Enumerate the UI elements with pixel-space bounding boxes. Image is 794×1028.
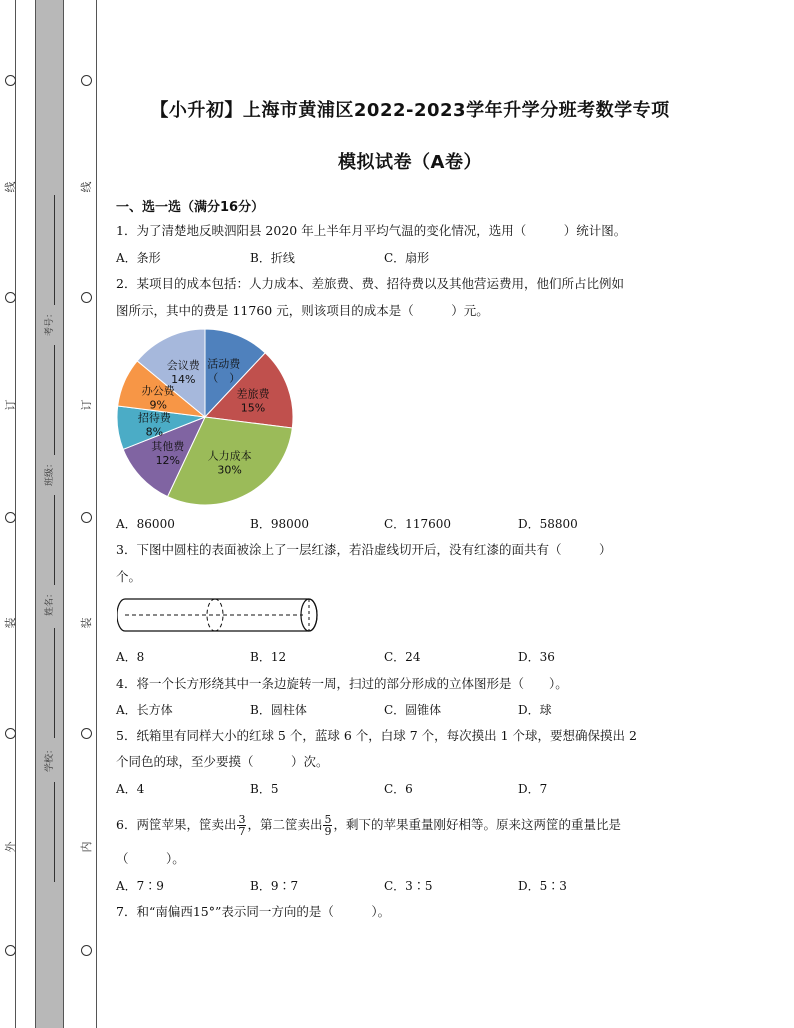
question-6-line2: （ ）。	[116, 851, 185, 866]
binding-hole	[5, 728, 16, 739]
question-5-line2: 个同色的球，至少要摸（ ）次。	[116, 754, 329, 769]
binding-mark-inner: 内	[80, 841, 93, 853]
binding-hole	[5, 75, 16, 86]
binding-mark-outer: 装	[4, 617, 17, 629]
option-c[interactable]: C．圆锥体	[384, 703, 442, 717]
option-b[interactable]: B．圆柱体	[250, 703, 307, 717]
pie-label: 办公费	[141, 384, 175, 398]
question-3-options	[116, 648, 676, 666]
pie-label: 其他费	[151, 439, 185, 453]
pie-label: 会议费	[166, 358, 200, 372]
question-6-part3: ，剩下的苹果重量刚好相等。原来这两筐的重量比是	[333, 817, 621, 832]
option-a[interactable]: A．86000	[116, 517, 175, 531]
binding-mark-outer: 线	[4, 181, 17, 193]
binding-inner-line	[96, 0, 97, 1028]
option-d[interactable]: D．58800	[518, 517, 578, 531]
pie-value-label: 14%	[171, 372, 196, 386]
exam-title-line1: 【小升初】上海市黄浦区2022-2023学年升学分班考数学专项	[150, 100, 670, 121]
school-line	[54, 628, 55, 738]
question-7-text: 7．和“南偏西15°”表示同一方向的是（ ）。	[116, 904, 391, 919]
option-b[interactable]: B．折线	[250, 251, 295, 265]
school-label: 学校：	[45, 744, 55, 772]
question-6-part2: ，第二筐卖出	[247, 817, 323, 832]
binding-hole	[81, 945, 92, 956]
name-line	[54, 495, 55, 585]
question-5-line1: 5．纸箱里有同样大小的红球 5 个，蓝球 6 个，白球 7 个，每次摸出 1 个球，要想确保摸出 2	[116, 728, 637, 743]
question-1-text: 1．为了清楚地反映泗阳县 2020 年上半年月平均气温的变化情况，选用（ ）统计图。	[116, 223, 627, 238]
binding-hole	[5, 512, 16, 523]
pie-label: 招待费	[137, 411, 171, 425]
option-c[interactable]: C．117600	[384, 517, 451, 531]
question-4-options	[116, 701, 676, 719]
cylinder-figure	[117, 595, 323, 635]
option-d[interactable]: D．球	[518, 703, 552, 717]
option-a[interactable]: A．7∶9	[116, 879, 164, 893]
pie-label: 人力成本	[207, 449, 252, 463]
question-3-line1: 3．下图中圆柱的表面被涂上了一层红漆，若沿虚线切开后，没有红漆的面共有（ ）	[116, 542, 612, 557]
pie-value-label: 30%	[217, 463, 242, 477]
option-a[interactable]: A．长方体	[116, 703, 173, 717]
pie-value-label: （ ）	[207, 371, 241, 385]
option-d[interactable]: D．7	[518, 782, 548, 796]
binding-hole	[81, 292, 92, 303]
pie-label: 差旅费	[236, 387, 270, 401]
binding-mark-inner: 线	[80, 181, 93, 193]
binding-strip	[35, 0, 64, 1028]
binding-hole	[81, 75, 92, 86]
option-a[interactable]: A．4	[116, 782, 145, 796]
binding-hole	[5, 292, 16, 303]
option-a[interactable]: A．条形	[116, 251, 161, 265]
exam-number-label: 考号：	[45, 308, 55, 336]
option-b[interactable]: B．5	[250, 782, 279, 796]
cost-pie-chart	[117, 326, 297, 510]
option-b[interactable]: B．9∶7	[250, 879, 299, 893]
fraction-three-sevenths: $\frac{3}{7}$	[238, 813, 246, 838]
question-1-options	[116, 249, 676, 267]
pie-label: 活动费	[207, 357, 241, 371]
binding-hole	[81, 728, 92, 739]
question-4-text: 4．将一个长方形绕其中一条边旋转一周，扫过的部分形成的立体图形是（ ）。	[116, 676, 568, 691]
section-heading: 一、选一选（满分16分）	[116, 200, 265, 215]
pie-value-label: 9%	[149, 398, 167, 412]
class-line	[54, 345, 55, 455]
option-c[interactable]: C．6	[384, 782, 413, 796]
binding-mark-outer: 外	[4, 841, 17, 853]
name-label: 姓名：	[45, 588, 55, 616]
question-6-options	[116, 877, 676, 895]
option-c[interactable]: C．扇形	[384, 251, 430, 265]
option-d[interactable]: D．5∶3	[518, 879, 567, 893]
binding-mark-inner: 装	[80, 617, 93, 629]
binding-mark-outer: 订	[4, 399, 17, 411]
question-6-part1: 6．两筐苹果，筐卖出	[116, 817, 237, 832]
question-3-line2: 个。	[116, 569, 142, 584]
exam-number-line	[54, 195, 55, 305]
pie-value-label: 8%	[145, 425, 164, 439]
school-line-tail	[54, 782, 55, 882]
binding-hole	[5, 945, 16, 956]
question-6-line1	[116, 810, 621, 840]
pie-value-label: 12%	[155, 453, 181, 467]
question-2-options	[116, 515, 676, 533]
class-label: 班级：	[45, 458, 55, 486]
pie-value-label: 15%	[240, 401, 266, 415]
question-2-line2: 图所示，其中的费是 11760 元，则该项目的成本是（ ）元。	[116, 303, 489, 318]
exam-title-line2: 模拟试卷（A卷）	[338, 152, 482, 173]
option-b[interactable]: B．12	[250, 650, 287, 664]
binding-mark-inner: 订	[80, 399, 93, 411]
binding-hole	[81, 512, 92, 523]
option-b[interactable]: B．98000	[250, 517, 309, 531]
option-c[interactable]: C．24	[384, 650, 421, 664]
question-2-line1: 2．某项目的成本包括：人力成本、差旅费、费、招待费以及其他营运费用，他们所占比例如	[116, 276, 624, 291]
cylinder-right-face	[301, 599, 317, 631]
option-c[interactable]: C．3∶5	[384, 879, 433, 893]
fraction-five-ninths: $\frac{5}{9}$	[324, 813, 332, 838]
option-a[interactable]: A．8	[116, 650, 145, 664]
option-d[interactable]: D．36	[518, 650, 555, 664]
question-5-options	[116, 780, 676, 798]
